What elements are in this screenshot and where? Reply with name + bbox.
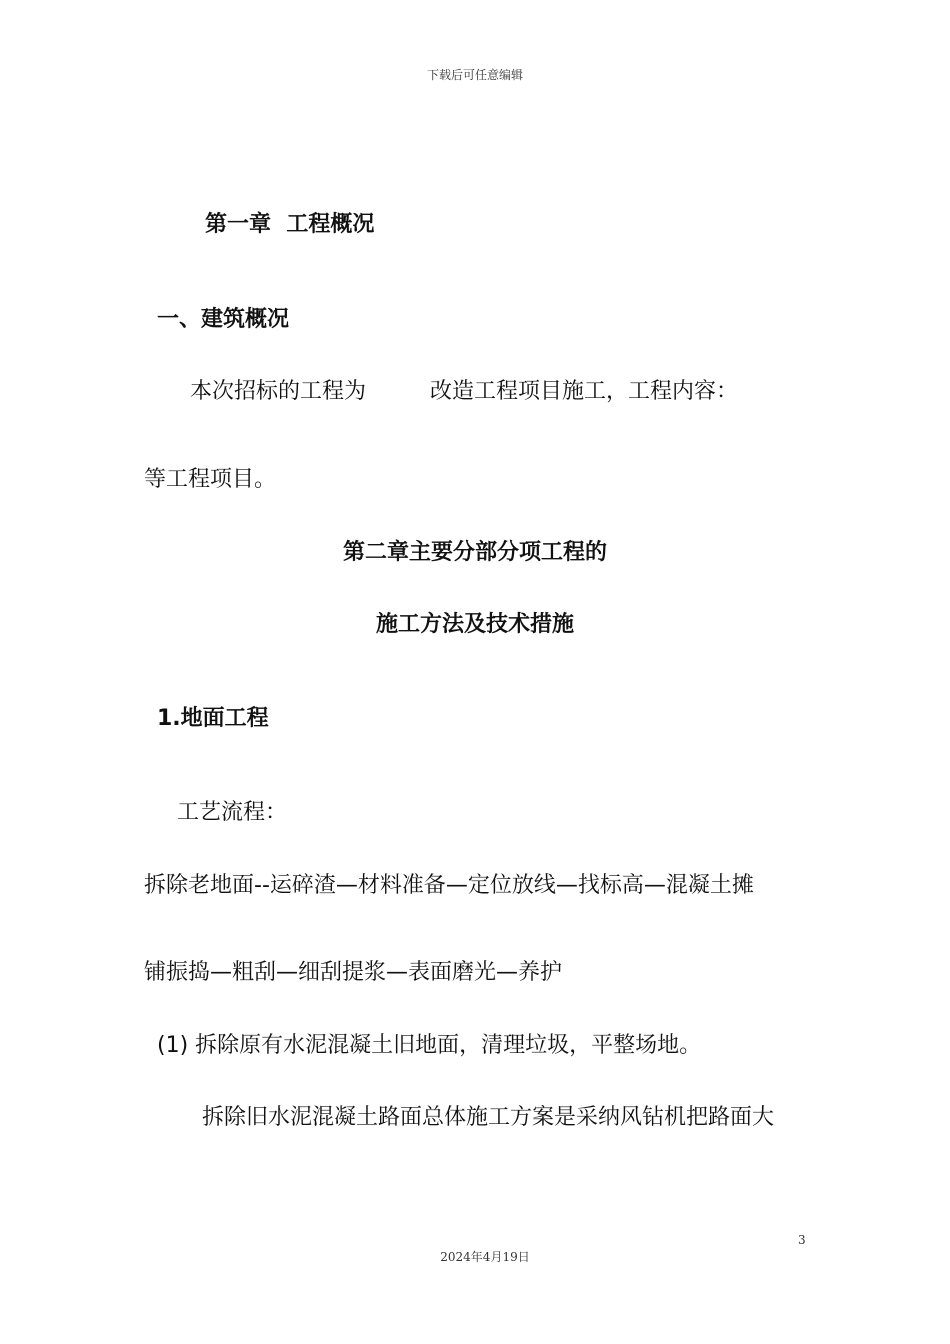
list-item-1-text: 拆除原有水泥混凝土旧地面，清理垃圾，平整场地。 xyxy=(195,1033,702,1058)
chapter2-title-line1: 第二章主要分部分项工程的 xyxy=(342,540,607,565)
chapter1-title xyxy=(205,207,374,238)
section-ground-works-title: 1.地面工程 xyxy=(157,706,269,731)
process-line1: 拆除老地面--运碎渣—材料准备—定位放线—找标高—混凝土摊 xyxy=(144,873,754,898)
page-number: 3 xyxy=(798,1233,806,1247)
chapter1-title-number: 第一章 xyxy=(205,212,272,237)
demolition-paragraph: 拆除旧水泥混凝土路面总体施工方案是采纳风钻机把路面大 xyxy=(202,1105,775,1130)
overview-paragraph-line2: 等工程项目。 xyxy=(144,467,277,492)
overview-paragraph-line1 xyxy=(190,374,738,405)
section-building-overview-title: 一、建筑概况 xyxy=(157,307,290,332)
overview-paragraph-part2: 改造工程项目施工，工程内容： xyxy=(430,379,739,404)
overview-paragraph-part1: 本次招标的工程为 xyxy=(190,379,367,404)
chapter1-title-text: 工程概况 xyxy=(286,212,375,237)
footer-date: 2024年4月19日 xyxy=(440,1250,530,1264)
list-item-1 xyxy=(157,1028,701,1059)
process-line2: 铺振捣—粗刮—细刮提浆—表面磨光—养护 xyxy=(144,960,563,985)
list-item-1-marker: (1) xyxy=(157,1033,189,1058)
header-note: 下载后可任意编辑 xyxy=(426,68,523,82)
chapter2-title-line2: 施工方法及技术措施 xyxy=(375,612,574,637)
process-label: 工艺流程： xyxy=(177,800,288,825)
